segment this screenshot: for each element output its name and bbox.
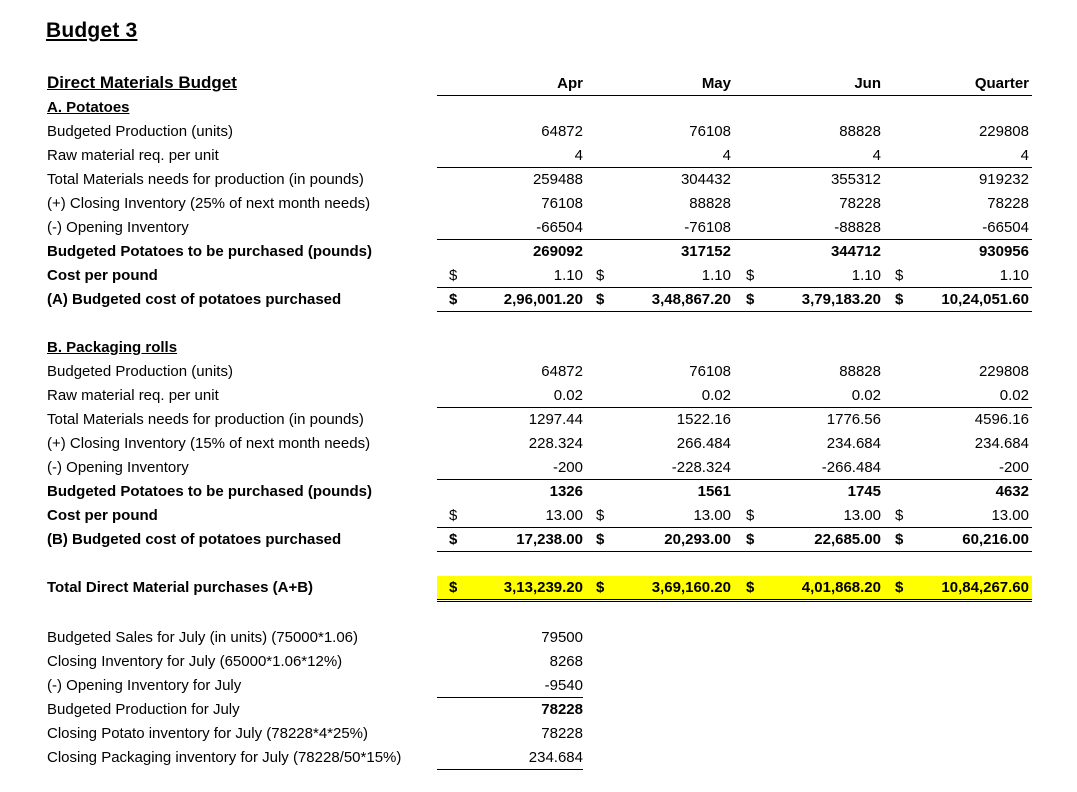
col-header-may: May (701, 75, 731, 92)
table-row (0, 408, 1077, 432)
cell-jun: 1.10 (851, 267, 881, 284)
cell-jun: 3,79,183.20 (801, 291, 881, 308)
row-label: Budgeted Production (units) (47, 123, 233, 140)
total-row (0, 576, 1077, 600)
row-label: Budgeted Potatoes to be purchased (pounds) (47, 483, 373, 500)
cell-apr: 259488 (532, 171, 583, 188)
cell-jun: 78228 (839, 195, 881, 212)
cell-apr: -200 (552, 459, 583, 476)
cell-quarter: 4632 (995, 483, 1029, 500)
cell-may: 0.02 (701, 387, 731, 404)
july-label: Closing Packaging inventory for July (78228/50*15%) (47, 749, 402, 766)
table-row (0, 456, 1077, 480)
cell-apr: 228.324 (528, 435, 583, 452)
july-row (0, 698, 1077, 722)
july-row (0, 674, 1077, 698)
cell-may: 20,293.00 (664, 531, 731, 548)
cell-apr: 76108 (541, 195, 583, 212)
currency-symbol: $ (449, 267, 458, 284)
cell-may: -228.324 (671, 459, 731, 476)
row-label: Raw material req. per unit (47, 387, 219, 404)
section-b-title-row (0, 336, 1077, 360)
currency-symbol: $ (596, 579, 605, 596)
row-label: Total Materials needs for production (in pounds) (47, 411, 364, 428)
cell-jun: 88828 (839, 123, 881, 140)
table-row (0, 264, 1077, 288)
table-row (0, 192, 1077, 216)
cell-may: 317152 (680, 243, 731, 260)
july-row (0, 650, 1077, 674)
july-row (0, 746, 1077, 770)
cell-apr: 1297.44 (528, 411, 583, 428)
cell-quarter: 229808 (978, 123, 1029, 140)
cell-may: 76108 (689, 123, 731, 140)
row-label: Cost per pound (47, 267, 158, 284)
july-row (0, 626, 1077, 650)
cell-apr: 1326 (549, 483, 583, 500)
row-label: Raw material req. per unit (47, 147, 219, 164)
row-label: (+) Closing Inventory (15% of next month needs) (47, 435, 371, 452)
currency-symbol: $ (895, 267, 904, 284)
table-row (0, 120, 1077, 144)
july-value: 78228 (541, 701, 583, 718)
cell-quarter: 919232 (978, 171, 1029, 188)
cell-jun: 1776.56 (826, 411, 881, 428)
july-value: 234.684 (528, 749, 583, 766)
total-double-underline (437, 599, 1032, 602)
cell-apr: 1.10 (553, 267, 583, 284)
total-jun: 4,01,868.20 (801, 579, 881, 596)
currency-symbol: $ (895, 507, 904, 524)
july-label: Closing Potato inventory for July (78228*4*25%) (47, 725, 369, 742)
cell-jun: 22,685.00 (814, 531, 881, 548)
section-a-title: A. Potatoes (47, 99, 130, 116)
cell-jun: 234.684 (826, 435, 881, 452)
row-label: Budgeted Production (units) (47, 363, 233, 380)
cell-quarter: 4 (1020, 147, 1029, 164)
row-label: (B) Budgeted cost of potatoes purchased (47, 531, 342, 548)
total-may: 3,69,160.20 (651, 579, 731, 596)
cell-quarter: -66504 (982, 219, 1029, 236)
row-divider (437, 311, 1032, 312)
cell-quarter: 930956 (978, 243, 1029, 260)
cell-quarter: 13.00 (991, 507, 1029, 524)
currency-symbol: $ (746, 267, 755, 284)
table-row (0, 240, 1077, 264)
section-b-title: B. Packaging rolls (47, 339, 178, 356)
july-value: -9540 (544, 677, 583, 694)
table-row (0, 144, 1077, 168)
cell-apr: -66504 (536, 219, 583, 236)
currency-symbol: $ (596, 507, 605, 524)
cell-may: 266.484 (676, 435, 731, 452)
table-row (0, 528, 1077, 552)
july-bottom-divider (437, 769, 583, 770)
currency-symbol: $ (746, 507, 755, 524)
currency-symbol: $ (746, 531, 755, 548)
table-row (0, 288, 1077, 312)
cell-apr: 0.02 (553, 387, 583, 404)
page-title: Budget 3 (46, 19, 138, 42)
cell-quarter: 4596.16 (974, 411, 1029, 428)
section-a-title-row (0, 96, 1077, 120)
row-label: (-) Opening Inventory (47, 459, 189, 476)
cell-may: 76108 (689, 363, 731, 380)
col-header-apr: Apr (557, 75, 583, 92)
cell-may: 13.00 (693, 507, 731, 524)
cell-apr: 4 (574, 147, 583, 164)
row-label: Cost per pound (47, 507, 158, 524)
row-label: (A) Budgeted cost of potatoes purchased (47, 291, 342, 308)
cell-jun: -88828 (834, 219, 881, 236)
table-row (0, 480, 1077, 504)
cell-may: -76108 (684, 219, 731, 236)
cell-jun: 1745 (847, 483, 881, 500)
currency-symbol: $ (895, 579, 904, 596)
cell-apr: 269092 (532, 243, 583, 260)
table-row (0, 168, 1077, 192)
row-label: Total Materials needs for production (in pounds) (47, 171, 364, 188)
row-label: (+) Closing Inventory (25% of next month needs) (47, 195, 371, 212)
cell-quarter: 60,216.00 (962, 531, 1029, 548)
cell-apr: 13.00 (545, 507, 583, 524)
cell-may: 304432 (680, 171, 731, 188)
currency-symbol: $ (449, 291, 458, 308)
cell-may: 88828 (689, 195, 731, 212)
currency-symbol: $ (895, 291, 904, 308)
july-row (0, 722, 1077, 746)
currency-symbol: $ (596, 267, 605, 284)
cell-quarter: 0.02 (999, 387, 1029, 404)
cell-jun: 344712 (830, 243, 881, 260)
cell-apr: 64872 (541, 363, 583, 380)
cell-apr: 64872 (541, 123, 583, 140)
currency-symbol: $ (449, 579, 458, 596)
july-value: 79500 (541, 629, 583, 646)
cell-quarter: 78228 (987, 195, 1029, 212)
cell-jun: 88828 (839, 363, 881, 380)
cell-jun: 355312 (830, 171, 881, 188)
cell-may: 1561 (697, 483, 731, 500)
july-value: 8268 (549, 653, 583, 670)
col-header-quarter: Quarter (974, 75, 1029, 92)
cell-may: 3,48,867.20 (651, 291, 731, 308)
cell-apr: 17,238.00 (516, 531, 583, 548)
table-row (0, 384, 1077, 408)
row-divider (437, 551, 1032, 552)
total-quarter: 10,84,267.60 (941, 579, 1029, 596)
cell-jun: 0.02 (851, 387, 881, 404)
currency-symbol: $ (746, 291, 755, 308)
july-label: Budgeted Production for July (47, 701, 240, 718)
cell-quarter: -200 (998, 459, 1029, 476)
cell-jun: -266.484 (821, 459, 881, 476)
cell-may: 1.10 (701, 267, 731, 284)
currency-symbol: $ (895, 531, 904, 548)
july-label: (-) Opening Inventory for July (47, 677, 242, 694)
cell-jun: 4 (872, 147, 881, 164)
header-row (0, 72, 1077, 96)
total-apr: 3,13,239.20 (503, 579, 583, 596)
cell-may: 1522.16 (676, 411, 731, 428)
table-row (0, 504, 1077, 528)
currency-symbol: $ (746, 579, 755, 596)
table-row (0, 216, 1077, 240)
total-label: Total Direct Material purchases (A+B) (47, 579, 314, 596)
cell-jun: 13.00 (843, 507, 881, 524)
table-row (0, 432, 1077, 456)
july-label: Closing Inventory for July (65000*1.06*12%) (47, 653, 343, 670)
cell-quarter: 10,24,051.60 (941, 291, 1029, 308)
currency-symbol: $ (596, 291, 605, 308)
table-row (0, 360, 1077, 384)
row-label: (-) Opening Inventory (47, 219, 189, 236)
currency-symbol: $ (449, 531, 458, 548)
row-label: Budgeted Potatoes to be purchased (pounds) (47, 243, 373, 260)
section-title: Direct Materials Budget (47, 73, 237, 92)
july-value: 78228 (541, 725, 583, 742)
cell-may: 4 (722, 147, 731, 164)
cell-quarter: 1.10 (999, 267, 1029, 284)
col-header-jun: Jun (854, 75, 881, 92)
cell-apr: 2,96,001.20 (503, 291, 583, 308)
currency-symbol: $ (596, 531, 605, 548)
july-label: Budgeted Sales for July (in units) (75000*1.06) (47, 629, 359, 646)
currency-symbol: $ (449, 507, 458, 524)
cell-quarter: 229808 (978, 363, 1029, 380)
cell-quarter: 234.684 (974, 435, 1029, 452)
